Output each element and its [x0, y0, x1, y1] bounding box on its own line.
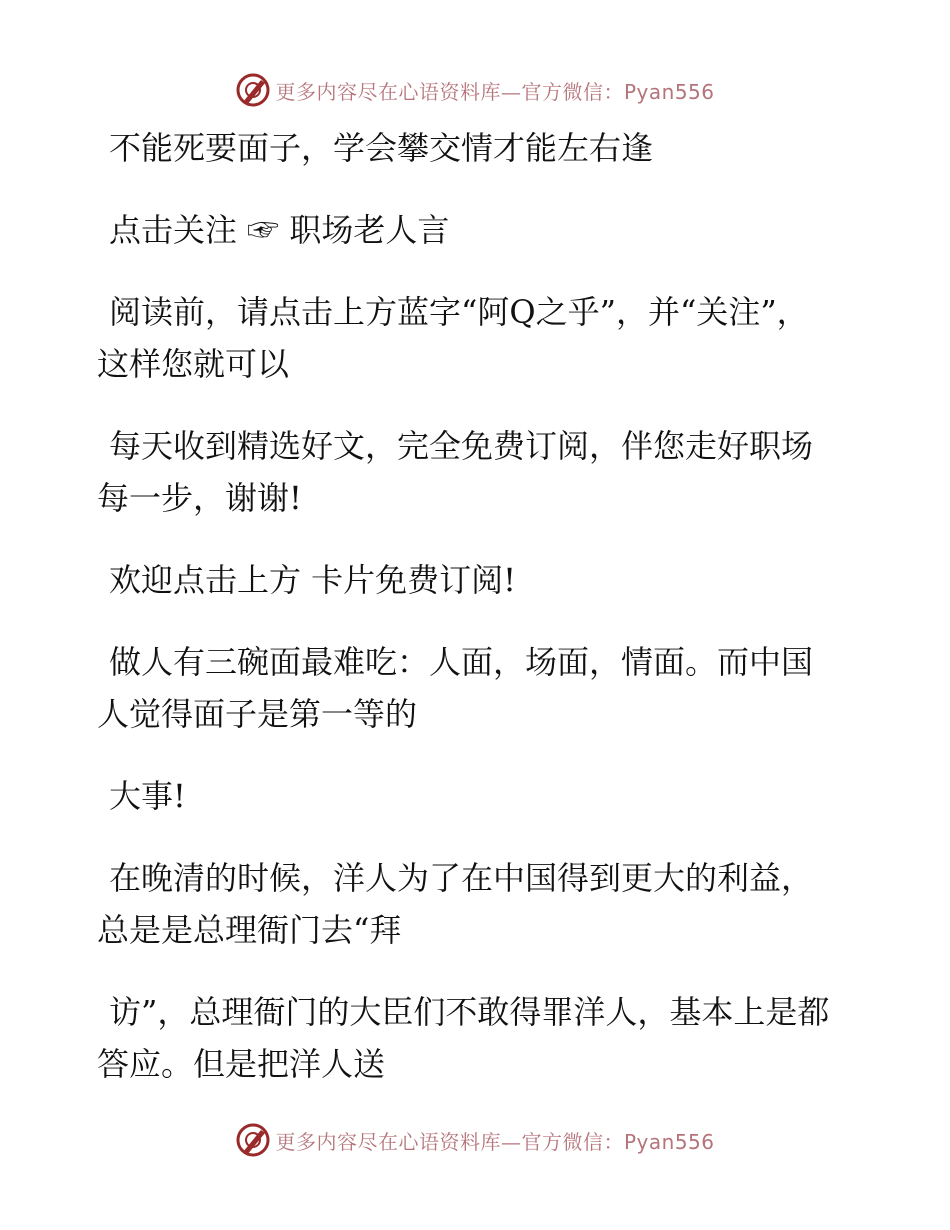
paragraph-5: 欢迎点击上方 卡片免费订阅!	[109, 561, 517, 599]
wechat-id: Pyan556	[623, 79, 715, 104]
banner-text: 更多内容尽在心语资料库—官方微信：Pyan556	[275, 1129, 715, 1154]
wechat-id: Pyan556	[623, 1129, 715, 1154]
paragraph-6: 做人有三碗面最难吃：人面，场面，情面。而中国人觉得面子是第一等的	[97, 643, 814, 733]
paragraph-7: 大事!	[109, 777, 186, 815]
paragraph-9: 访”，总理衙门的大臣们不敢得罪洋人，基本上是都答应。但是把洋人送	[97, 993, 830, 1083]
paragraph-4: 每天收到精选好文，完全免费订阅，伴您走好职场每一步，谢谢!	[97, 427, 814, 517]
paragraph-2: 点击关注 ☞ 职场老人言	[109, 211, 450, 249]
pen-logo-icon	[235, 1122, 271, 1158]
pen-logo-icon	[235, 72, 271, 108]
header-banner	[0, 70, 950, 110]
banner-text: 更多内容尽在心语资料库—官方微信：Pyan556	[275, 79, 715, 104]
paragraph-3: 阅读前，请点击上方蓝字“阿Q之乎”，并“关注”，这样您就可以	[97, 293, 809, 383]
footer-banner	[0, 1120, 950, 1160]
paragraph-1: 不能死要面子，学会攀交情才能左右逢	[109, 129, 654, 167]
paragraph-8: 在晚清的时候，洋人为了在中国得到更大的利益，总是是总理衙门去“拜	[97, 859, 814, 949]
article-body	[97, 122, 837, 1120]
